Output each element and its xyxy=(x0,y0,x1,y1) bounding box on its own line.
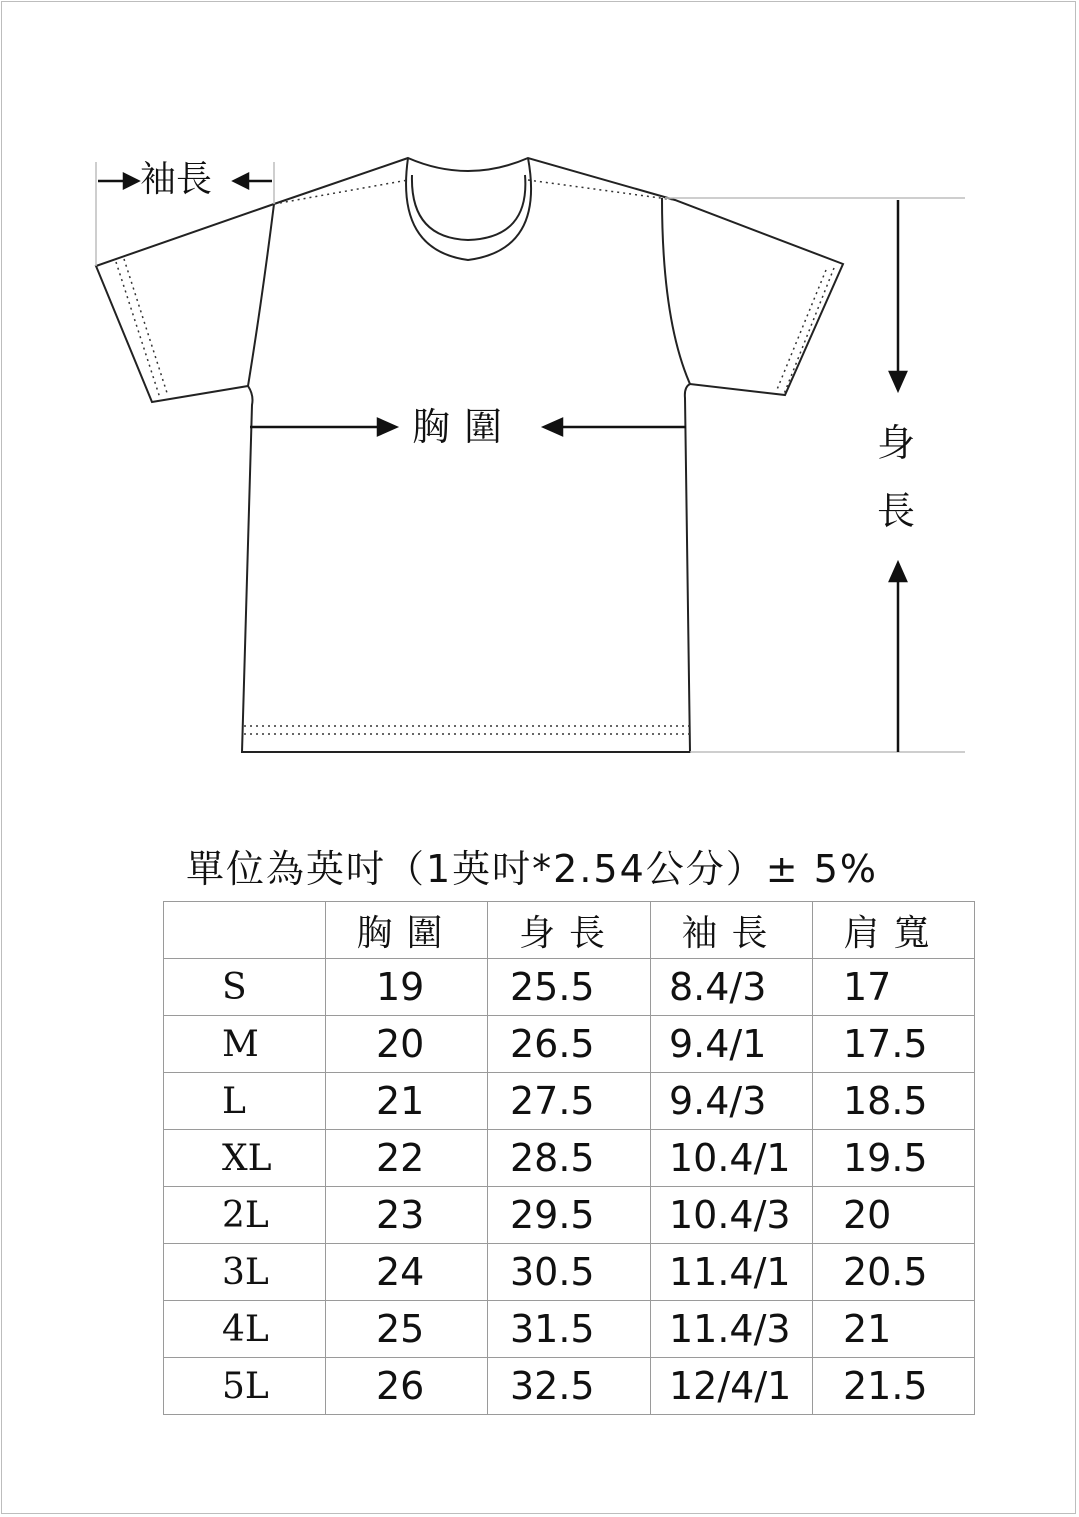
table-row xyxy=(164,1244,975,1301)
sleeve-hem-left-2 xyxy=(124,259,168,396)
chest-cell: 24 xyxy=(326,1244,488,1301)
table-row xyxy=(164,1016,975,1073)
chest-cell: 19 xyxy=(326,959,488,1016)
sleeve-length-cell: 12/4/1 xyxy=(651,1358,813,1415)
shoulder-width-cell: 21.5 xyxy=(813,1358,975,1415)
body-length-label-top: 身 xyxy=(876,421,915,465)
size-cell: 4L xyxy=(164,1301,326,1358)
table-row xyxy=(164,959,975,1016)
size-cell: XL xyxy=(164,1130,326,1187)
chest-arrowhead-right xyxy=(544,419,562,435)
header-sleeve-length: 袖長 xyxy=(651,902,813,959)
size-cell: 2L xyxy=(164,1187,326,1244)
body-length-cell: 32.5 xyxy=(488,1358,651,1415)
size-cell: M xyxy=(164,1016,326,1073)
collar-outer xyxy=(406,158,531,260)
body-length-cell: 28.5 xyxy=(488,1130,651,1187)
unit-note: 單位為英吋（1英吋*2.54公分）± 5% xyxy=(186,847,878,891)
shoulder-stitch-right xyxy=(528,180,675,200)
size-table xyxy=(163,901,975,1415)
chest-cell: 20 xyxy=(326,1016,488,1073)
shoulder-width-cell: 17 xyxy=(813,959,975,1016)
shoulder-width-cell: 20 xyxy=(813,1187,975,1244)
body-length-label xyxy=(874,421,918,560)
header-chest: 胸圍 xyxy=(326,902,488,959)
sleeve-length-cell: 10.4/1 xyxy=(651,1130,813,1187)
chest-label: 胸圍 xyxy=(412,405,517,449)
shoulder-width-cell: 21 xyxy=(813,1301,975,1358)
tshirt-outline xyxy=(96,158,843,752)
size-cell: 5L xyxy=(164,1358,326,1415)
sleeve-hem-right-2 xyxy=(784,268,834,394)
table-row xyxy=(164,1301,975,1358)
body-length-cell: 31.5 xyxy=(488,1301,651,1358)
table-row xyxy=(164,1130,975,1187)
table-row xyxy=(164,1358,975,1415)
body-length-cell: 29.5 xyxy=(488,1187,651,1244)
left-armhole xyxy=(248,204,274,386)
sleeve-length-cell: 11.4/1 xyxy=(651,1244,813,1301)
chest-cell: 23 xyxy=(326,1187,488,1244)
shoulder-stitch-left xyxy=(274,180,408,204)
size-cell: L xyxy=(164,1073,326,1130)
right-armhole xyxy=(662,198,690,384)
sleeve-arrowhead-right xyxy=(234,174,248,188)
sleeve-length-cell: 8.4/3 xyxy=(651,959,813,1016)
collar-inner xyxy=(412,175,525,240)
shoulder-width-cell: 18.5 xyxy=(813,1073,975,1130)
body-length-cell: 25.5 xyxy=(488,959,651,1016)
size-cell: S xyxy=(164,959,326,1016)
sleeve-length-cell: 10.4/3 xyxy=(651,1187,813,1244)
shoulder-width-cell: 19.5 xyxy=(813,1130,975,1187)
body-length-cell: 26.5 xyxy=(488,1016,651,1073)
chest-cell: 25 xyxy=(326,1301,488,1358)
table-row xyxy=(164,1187,975,1244)
length-arrowhead-bottom xyxy=(890,563,906,581)
body-length-label-bottom: 長 xyxy=(876,489,915,533)
body-length-cell: 27.5 xyxy=(488,1073,651,1130)
chest-cell: 26 xyxy=(326,1358,488,1415)
chest-cell: 21 xyxy=(326,1073,488,1130)
sleeve-length-label: 袖長 xyxy=(140,159,213,200)
sleeve-length-cell: 9.4/3 xyxy=(651,1073,813,1130)
chest-cell: 22 xyxy=(326,1130,488,1187)
body-length-cell: 30.5 xyxy=(488,1244,651,1301)
length-arrowhead-top xyxy=(890,372,906,390)
table-row xyxy=(164,1073,975,1130)
chest-arrowhead-left xyxy=(378,419,396,435)
shoulder-width-cell: 17.5 xyxy=(813,1016,975,1073)
sleeve-arrowhead-left xyxy=(124,174,138,188)
table-header-row xyxy=(164,902,975,959)
size-cell: 3L xyxy=(164,1244,326,1301)
header-size xyxy=(164,902,326,959)
shoulder-width-cell: 20.5 xyxy=(813,1244,975,1301)
sleeve-hem-right-1 xyxy=(776,270,826,392)
header-shoulder-width: 肩寬 xyxy=(813,902,975,959)
header-body-length: 身長 xyxy=(488,902,651,959)
sleeve-length-cell: 11.4/3 xyxy=(651,1301,813,1358)
sleeve-length-cell: 9.4/1 xyxy=(651,1016,813,1073)
